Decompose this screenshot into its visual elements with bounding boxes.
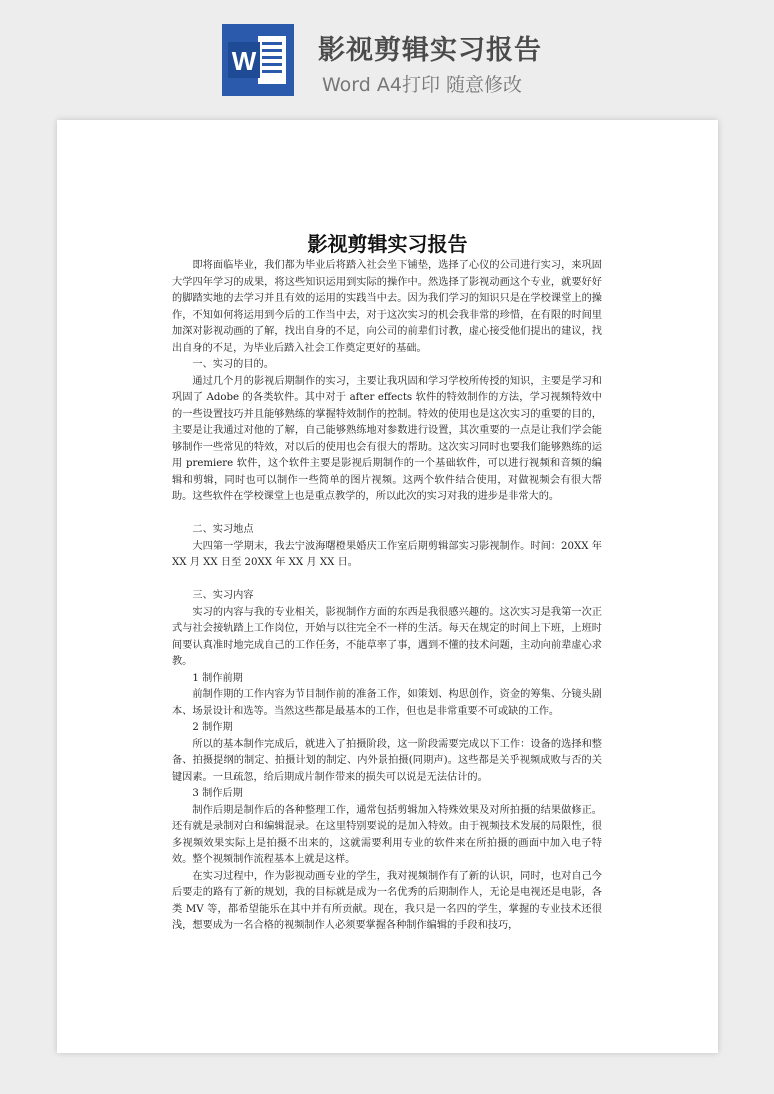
body-paragraph: 制作后期是制作后的各种整理工作，通常包括剪辑加入特殊效果及对所拍摄的结果做修正。还有就是录制对白和编辑混录。在这里特别要说的是加入特效。由于视频技术发展的局限性，很多视频效果实际上是拍摄不出来的，这就需要利用专业的软件来在所拍摄的画面中加入电子特效。整个视频制作流程基本上就是这样。 <box>172 804 602 865</box>
body-paragraph: 实习的内容与我的专业相关，影视制作方面的东西是我很感兴趣的。这次实习是我第一次正式与社会接轨踏上工作岗位，开始与以往完全不一样的生活。每天在规定的时间上下班，上班时间要认真准时地完成自己的工作任务，不能草率了事，遇到不懂的技术问题，主动向前辈虚心求教。 <box>172 606 602 667</box>
section-heading: 一、实习的目的。 <box>192 359 274 370</box>
banner-title: 影视剪辑实习报告 <box>318 35 542 66</box>
body-paragraph: 大四第一学期末，我去宁波海曙橙果婚庆工作室后期剪辑部实习影视制作。时间：20XX 年 XX 月 XX 日至 20XX 年 XX 月 XX 日。 <box>172 540 602 568</box>
body-paragraph: 前制作期的工作内容为节目制作前的准备工作，如策划、构思创作，资金的筹集、分镜头剧本、场景设计和选等。当然这些都是最基本的工作，但也是非常重要不可或缺的工作。 <box>172 689 602 717</box>
document-page <box>57 120 718 1053</box>
word-icon <box>222 24 294 96</box>
body-paragraph: 即将面临毕业，我们都为毕业后将踏入社会坐下铺垫，选择了心仪的公司进行实习，来巩固大学四年学习的成果，将这些知识运用到实际的操作中。然选择了影视动画这个专业，就要好好的脚踏实地的去学习并且有效的运用的实践当中去。因为我们学习的知识只是在学校课堂上的操作，不知如何将运用到今后的工作当中去，对于这次实习的机会我非常的珍惜，在有限的时间里加深对影视动画的了解，找出自身的不足，向公司的前辈们讨教，虚心接受他们提出的建议，找出自身的不足，为毕业后踏入社会工作奠定更好的基础。 <box>172 260 602 354</box>
body-paragraph: 在实习过程中，作为影视动画专业的学生，我对视频制作有了新的认识，同时，也对自己今后要走的路有了新的规划，我的目标就是成为一名优秀的后期制作人，无论是电视还是电影，各类 MV 等，都希望能乐在其中并有所贡献。现在，我只是一名四的学生，掌握的专业技术还很浅，想要成为一名合格的视频制作人必须要掌握各种制作编辑的手段和技巧， <box>172 870 602 931</box>
page-banner <box>0 0 774 110</box>
body-paragraph: 通过几个月的影视后期制作的实习，主要让我巩固和学习学校所传授的知识，主要是学习和巩固了 Adobe 的各类软件。其中对于 after effects 软件的特效制作的方法，学习视频特效中的一些设置技巧并且能够熟练的掌握特效制作的控制。特效的使用也是这次实习的重要的目的，主要是让我通过对他的了解，自己能够熟练地对参数进行设置，其次重要的一点是让我们学会能够制作一些常见的特效，对以后的使用也会有很大的帮助。这次实习同时也要我们能够熟练的运用 premiere 软件，这个软件主要是影视后期制作的一个基础软件，可以进行视频和音频的编辑和剪辑，同时也可以制作一些简单的图片视频。这两个软件结合使用，对做视频会有很大帮助。这些软件在学校课堂上也是重点教学的，所以此次的实习对我的进步是非常大的。 <box>172 375 602 502</box>
section-heading: 三、实习内容 <box>192 590 254 601</box>
word-logo-letter: W <box>231 46 257 76</box>
document-body <box>172 258 602 935</box>
body-paragraph: 所以的基本制作完成后，就进入了拍摄阶段，这一阶段需要完成以下工作：设备的选择和整备、拍摄提纲的制定、拍摄计划的制定、内外景拍摄(同期声)。这些都是关乎视频成败与否的关键因素。一旦疏忽，给后期成片制作带来的损失可以说是无法估计的。 <box>172 738 602 783</box>
banner-subtitle: Word A4打印 随意修改 <box>322 74 523 96</box>
section-heading: 2 制作期 <box>192 722 233 733</box>
section-heading: 1 制作前期 <box>192 672 243 684</box>
section-heading: 二、实习地点 <box>192 524 254 535</box>
document-title: 影视剪辑实习报告 <box>307 232 468 256</box>
section-heading: 3 制作后期 <box>192 788 243 799</box>
